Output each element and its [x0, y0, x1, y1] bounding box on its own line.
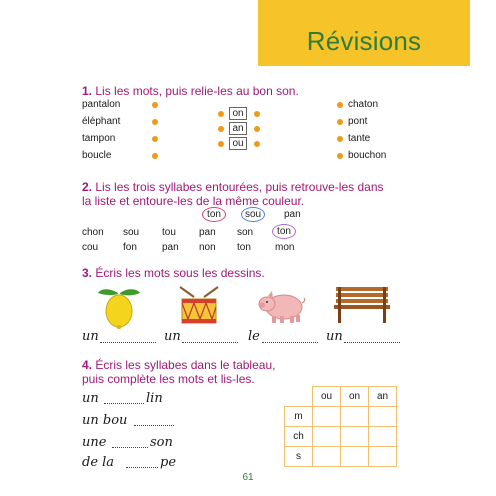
- ex4-line-1-after: lin: [146, 391, 163, 406]
- ex4-line-4-before: de la: [82, 455, 115, 470]
- table-row-ch: ch: [285, 427, 313, 447]
- exercise-1-number: 1.: [82, 84, 93, 98]
- ex3-article-2: un: [164, 329, 181, 344]
- table-col-ou: ou: [313, 387, 341, 407]
- ex4-line-1-before: un: [82, 391, 99, 406]
- exercise-4-instruction: [82, 358, 275, 372]
- exercise-3-text: Écris les mots sous les dessins.: [95, 266, 265, 280]
- target-syllable-pan: pan: [284, 209, 301, 220]
- exercise-2-text-line1: Lis les trois syllabes entourées, puis retrouve-les dans: [95, 180, 384, 194]
- syllable-r1-6[interactable]: ton: [272, 224, 296, 239]
- sound-left-dot-1[interactable]: [218, 111, 224, 117]
- table-col-on: on: [341, 387, 369, 407]
- page-number: 61: [242, 472, 254, 483]
- sound-box-ou: ou: [229, 137, 247, 150]
- left-dot-2[interactable]: [152, 119, 158, 125]
- exercise-4-text-line2: puis complète les mots et lis-les.: [82, 372, 255, 386]
- table-corner: [285, 387, 313, 407]
- target-syllable-ton: ton: [202, 207, 226, 222]
- right-word-4: bouchon: [348, 150, 387, 161]
- sound-left-dot-3[interactable]: [218, 141, 224, 147]
- ex4-blank-4[interactable]: [126, 467, 158, 468]
- right-word-2: pont: [348, 116, 368, 127]
- sound-box-an: an: [229, 122, 247, 135]
- table-cell[interactable]: [341, 407, 369, 427]
- sound-left-dot-2[interactable]: [218, 126, 224, 132]
- table-col-an: an: [369, 387, 397, 407]
- right-word-1: chaton: [348, 99, 379, 110]
- syllable-table: [284, 386, 397, 467]
- left-dot-4[interactable]: [152, 153, 158, 159]
- sound-box-on: on: [229, 107, 247, 120]
- ex3-answer-1[interactable]: [100, 342, 156, 343]
- lemon-icon: [96, 285, 142, 329]
- syllable-r2-3[interactable]: pan: [162, 242, 179, 253]
- syllable-r1-2[interactable]: sou: [123, 227, 140, 238]
- table-cell[interactable]: [369, 407, 397, 427]
- ex3-article-1: un: [82, 329, 99, 344]
- syllable-r1-5[interactable]: son: [237, 227, 254, 238]
- table-cell[interactable]: [313, 427, 341, 447]
- right-dot-1[interactable]: [337, 102, 343, 108]
- right-dot-2[interactable]: [337, 119, 343, 125]
- table-row-m: m: [285, 407, 313, 427]
- ex3-answer-2[interactable]: [182, 342, 238, 343]
- ex4-blank-1[interactable]: [104, 403, 144, 404]
- syllable-r1-3[interactable]: tou: [162, 227, 176, 238]
- ex4-line-2-before: un bou: [82, 413, 128, 428]
- right-dot-4[interactable]: [337, 153, 343, 159]
- syllable-r2-5[interactable]: ton: [237, 242, 251, 253]
- syllable-r2-4[interactable]: non: [199, 242, 216, 253]
- ex4-line-4-after: pe: [160, 455, 177, 470]
- ex4-blank-3[interactable]: [112, 447, 148, 448]
- table-cell[interactable]: [341, 447, 369, 467]
- exercise-3-instruction: [82, 266, 265, 280]
- syllable-r2-1[interactable]: cou: [82, 242, 99, 253]
- exercise-4-number: 4.: [82, 358, 93, 372]
- ex4-line-3-before: une: [82, 435, 107, 450]
- sound-right-dot-1[interactable]: [254, 111, 260, 117]
- left-dot-3[interactable]: [152, 136, 158, 142]
- left-word-3: tampon: [82, 133, 116, 144]
- sound-right-dot-3[interactable]: [254, 141, 260, 147]
- table-cell[interactable]: [313, 447, 341, 467]
- table-cell[interactable]: [313, 407, 341, 427]
- ex3-article-4: un: [326, 329, 343, 344]
- left-word-2: éléphant: [82, 116, 121, 127]
- left-dot-1[interactable]: [152, 102, 158, 108]
- ex3-answer-3[interactable]: [262, 342, 318, 343]
- bench-icon: [332, 285, 392, 325]
- exercise-2-instruction: [82, 180, 384, 194]
- drum-icon: [176, 285, 222, 327]
- exercise-2-number: 2.: [82, 180, 93, 194]
- syllable-r1-4[interactable]: pan: [199, 227, 216, 238]
- exercise-3-number: 3.: [82, 266, 93, 280]
- table-cell[interactable]: [369, 447, 397, 467]
- exercise-2-text-line2: la liste et entoure-les de la même couleur.: [82, 194, 305, 208]
- syllable-r2-6[interactable]: mon: [275, 242, 295, 253]
- target-syllable-sou: sou: [241, 207, 265, 222]
- syllable-r1-1[interactable]: chon: [82, 227, 104, 238]
- ex4-line-3-after: son: [150, 435, 173, 450]
- exercise-1-instruction: [82, 84, 299, 98]
- table-cell[interactable]: [341, 427, 369, 447]
- ex3-answer-4[interactable]: [344, 342, 400, 343]
- pig-icon: [258, 287, 306, 325]
- exercise-1-text: Lis les mots, puis relie-les au bon son.: [95, 84, 299, 98]
- table-cell[interactable]: [369, 427, 397, 447]
- sound-right-dot-2[interactable]: [254, 126, 260, 132]
- left-word-1: pantalon: [82, 99, 121, 110]
- page-title: Révisions: [306, 26, 422, 56]
- exercise-4-text-line1: Écris les syllabes dans le tableau,: [95, 358, 276, 372]
- table-row-s: s: [285, 447, 313, 467]
- syllable-r2-2[interactable]: fon: [123, 242, 137, 253]
- right-dot-3[interactable]: [337, 136, 343, 142]
- ex3-article-3: le: [248, 329, 260, 344]
- ex4-blank-2[interactable]: [134, 425, 174, 426]
- right-word-3: tante: [348, 133, 371, 144]
- left-word-4: boucle: [82, 150, 112, 161]
